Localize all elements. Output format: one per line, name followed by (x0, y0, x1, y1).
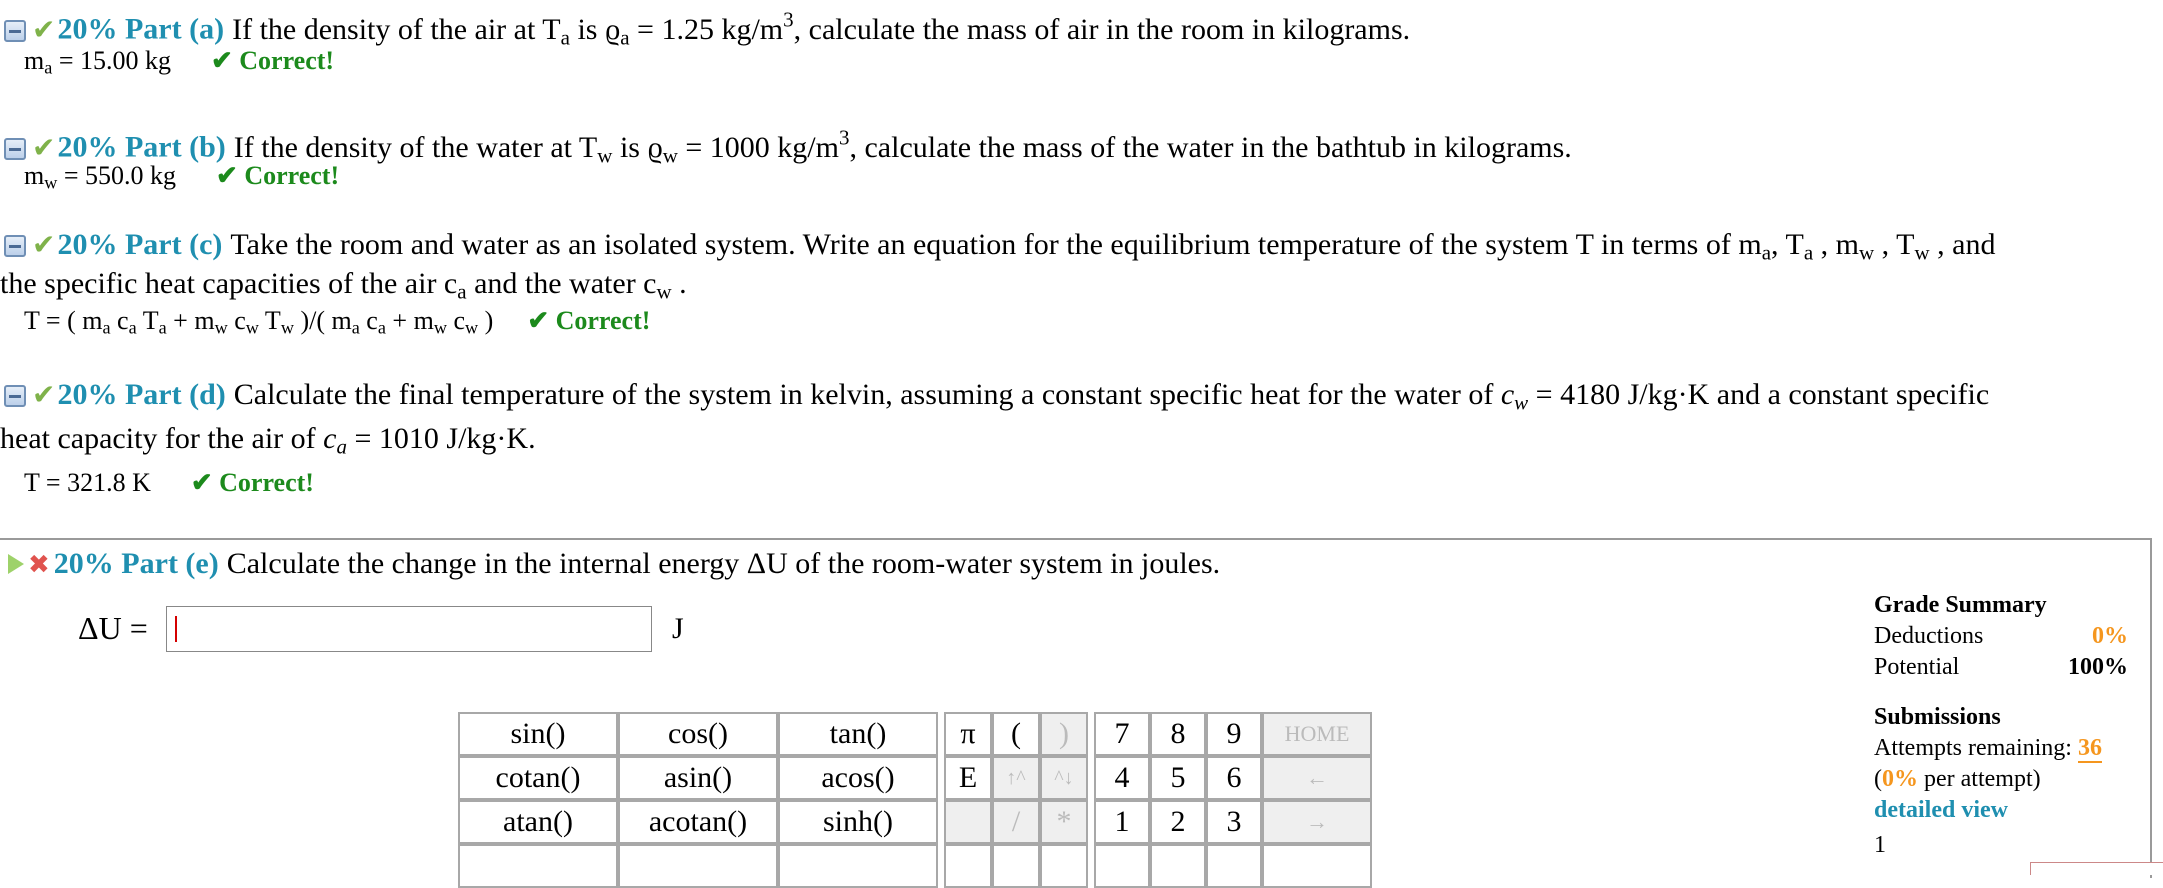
key-atan[interactable]: atan() (458, 800, 618, 844)
part-d-percent: 20% (57, 378, 118, 411)
per-attempt-text: per attempt) (1924, 766, 2041, 792)
checkmark-icon: ✔ (32, 130, 56, 164)
key-cotan[interactable]: cotan() (458, 756, 618, 800)
key-blank (944, 800, 992, 844)
part-c-answer: T = ( $m_a$ $c_a$ $T_a + m_w$ $c_w$ $T_w$ )/( $m_a$ $c_a + m_w$ $c_w$ ) ✔ Correct! (24, 306, 651, 338)
part-c-question: Take the room and water as an isolated system. Write an equation for the equilibrium temperature of the system T in terms of $m_a$, $T_a$ , $m_w$ , $T_w$ , and (230, 228, 1996, 265)
submissions-title: Submissions (1874, 704, 2001, 730)
key-power-down[interactable]: ^↓ (1040, 756, 1088, 800)
key-3[interactable]: 3 (1206, 800, 1262, 844)
part-d-header (0, 376, 1989, 421)
delta-u-input[interactable] (166, 606, 652, 652)
part-d-answer-value: 321.8 K (67, 468, 151, 497)
part-b-status: ✔ Correct! (216, 161, 340, 190)
key-right-arrow[interactable]: → (1262, 800, 1372, 844)
potential-row (1874, 652, 2128, 683)
part-b-percent: 20% (57, 130, 118, 164)
key-e[interactable]: E (944, 756, 992, 800)
cross-icon: ✖ (28, 550, 50, 580)
deductions-value: 0% (2092, 623, 2128, 649)
key-row4-7[interactable] (1094, 844, 1150, 888)
part-c-percent: 20% (57, 228, 118, 261)
key-home[interactable]: HOME (1262, 712, 1372, 756)
key-4[interactable]: 4 (1094, 756, 1150, 800)
history-first: 1 (1874, 832, 1886, 858)
grade-summary (1874, 590, 2128, 861)
key-left-arrow[interactable]: ← (1262, 756, 1372, 800)
part-a-answer-value: 15.00 kg (79, 46, 171, 75)
part-d-status: ✔ Correct! (190, 468, 314, 497)
attempts-row (1874, 733, 2128, 764)
deductions-label: Deductions (1874, 623, 1984, 649)
part-e-label: Part (e) (121, 547, 219, 580)
collapse-icon[interactable] (4, 20, 26, 42)
part-b-question: If the density of the water at $T_w$ is $ϱ_w = 1000$ $kg/m^3$, calculate the mass of the water in the bathtub in kilograms. (233, 125, 1572, 167)
attempts-value: 36 (2077, 735, 2102, 761)
delta-u-unit: J (672, 612, 684, 645)
part-d-label: Part (d) (124, 378, 226, 411)
part-d-answer: T = 321.8 K ✔ Correct! (24, 468, 314, 497)
collapse-icon[interactable] (4, 138, 26, 160)
key-tan[interactable]: tan() (778, 712, 938, 756)
part-a-percent: 20% (57, 12, 118, 46)
key-multiply[interactable]: * (1040, 800, 1088, 844)
key-row4-4[interactable] (944, 844, 992, 888)
key-sin[interactable]: sin() (458, 712, 618, 756)
key-row4-10[interactable] (1262, 844, 1372, 888)
part-c-status: ✔ Correct! (527, 306, 651, 335)
part-b-answer: $m_w = 550.0$ kg ✔ Correct! (24, 161, 340, 193)
potential-value: 100% (2068, 654, 2128, 680)
key-asin[interactable]: asin() (618, 756, 778, 800)
per-attempt-row: (0% per attempt) (1874, 766, 2041, 792)
key-acos[interactable]: acos() (778, 756, 938, 800)
key-sinh[interactable]: sinh() (778, 800, 938, 844)
key-row4-5[interactable] (992, 844, 1040, 888)
key-close-paren[interactable]: ) (1040, 712, 1088, 756)
collapse-icon[interactable] (4, 385, 26, 407)
part-a-question: If the density of the air at $T_a$ is $ϱ_a = 1.25$ $kg/m^3$, calculate the mass of air in the room in kilograms. (232, 7, 1411, 49)
grade-summary-title: Grade Summary (1874, 592, 2047, 618)
taskbar-thumbnail (2030, 862, 2163, 875)
part-e-header (0, 545, 1220, 584)
per-attempt-pct: 0% (1882, 766, 1918, 792)
deductions-row (1874, 621, 2128, 652)
key-row4-9[interactable] (1206, 844, 1262, 888)
part-a-status: ✔ Correct! (210, 46, 335, 75)
checkmark-icon: ✔ (32, 228, 56, 261)
key-divide[interactable]: / (992, 800, 1040, 844)
key-cos[interactable]: cos() (618, 712, 778, 756)
collapse-icon[interactable] (4, 235, 26, 257)
part-a-answer: $m_a = 15.00$ kg ✔ Correct! (24, 46, 335, 78)
key-9[interactable]: 9 (1206, 712, 1262, 756)
part-b-label: Part (b) (124, 130, 226, 164)
attempts-label: Attempts remaining: (1874, 735, 2072, 761)
key-open-paren[interactable]: ( (992, 712, 1040, 756)
key-acotan[interactable]: acotan() (618, 800, 778, 844)
key-row4-1[interactable] (458, 844, 618, 888)
key-pi[interactable]: π (944, 712, 992, 756)
part-a-label: Part (a) (124, 12, 225, 46)
part-d-question: Calculate the final temperature of the system in kelvin, assuming a constant specific heat for the water of $c_w = 4180$ J/kg·K and a constant specific (233, 378, 1990, 415)
key-row4-2[interactable] (618, 844, 778, 888)
part-c-label: Part (c) (124, 228, 223, 261)
text-caret (175, 616, 177, 642)
key-5[interactable]: 5 (1150, 756, 1206, 800)
key-row4-3[interactable] (778, 844, 938, 888)
key-2[interactable]: 2 (1150, 800, 1206, 844)
potential-label: Potential (1874, 654, 1960, 680)
key-7[interactable]: 7 (1094, 712, 1150, 756)
part-e-percent: 20% (53, 547, 114, 580)
part-e-question: Calculate the change in the internal energy ΔU of the room-water system in joules. (226, 547, 1221, 580)
key-row4-8[interactable] (1150, 844, 1206, 888)
part-d-question-cont: heat capacity for the air of $c_a = 1010$ J/kg·K. (0, 422, 536, 459)
part-b-answer-value: 550.0 kg (85, 161, 177, 190)
checkmark-icon: ✔ (32, 12, 56, 46)
key-6[interactable]: 6 (1206, 756, 1262, 800)
key-8[interactable]: 8 (1150, 712, 1206, 756)
play-icon[interactable] (8, 554, 24, 574)
calculator-keypad (458, 712, 1372, 888)
checkmark-icon: ✔ (32, 378, 56, 411)
part-c-question-cont: the specific heat capacities of the air $c_a$ and the water $c_w$ . (0, 267, 687, 304)
key-1[interactable]: 1 (1094, 800, 1150, 844)
detailed-view-link[interactable]: detailed view (1874, 797, 2008, 823)
delta-u-label: ΔU = (78, 610, 148, 646)
key-row4-6[interactable] (1040, 844, 1088, 888)
key-power-up[interactable]: ↑^ (992, 756, 1040, 800)
